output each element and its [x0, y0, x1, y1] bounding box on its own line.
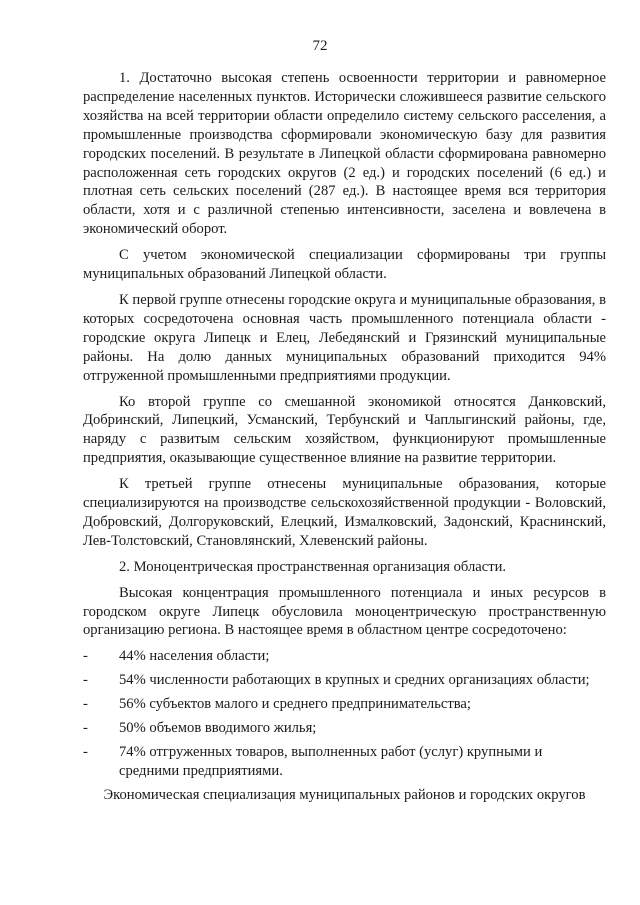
list-item [83, 743, 606, 781]
dash-marker: - [83, 720, 88, 737]
document-body [83, 69, 606, 812]
dash-marker: - [83, 744, 88, 760]
page-number: 72 [312, 38, 328, 54]
share-list [83, 647, 606, 780]
list-item [83, 671, 606, 690]
paragraph-monocentric-heading: 2. Моноцентрическая пространственная организация области. [119, 558, 507, 575]
list-item-text: 74% отгруженных товаров, выполненных работ (услуг) крупными и средними предприятиями. [119, 744, 543, 779]
paragraph-second-group: Ко второй группе со смешанной экономикой относятся Данковский, Добринский, Липецкий, Усманский, Тербунский и Чаплыгинский районы, где, наряду с развитым сельским хозяйством, функционируют промышленные предприятия, оказывающие существенное влияние на развитие территории. [83, 393, 606, 467]
paragraph-concentration: Высокая концентрация промышленного потенциала и иных ресурсов в городском округе Липецк обусловила моноцентрическую пространственную организацию региона. В настоящее время в областном центре сосредоточено: [83, 584, 606, 639]
list-item [83, 647, 606, 666]
list-item [83, 719, 606, 738]
list-item-text: 56% субъектов малого и среднего предпринимательства; [119, 696, 471, 713]
dash-marker: - [83, 696, 88, 713]
paragraph-first-group: К первой группе отнесены городские округа и муниципальные образования, в которых сосредоточена основная часть промышленного потенциала области - городские округа Липецк и Елец, Лебедянский и Грязинский муниципальные районы. На долю данных муниципальных образований приходится 94% отгруженной промышленными предприятиями продукции. [83, 291, 606, 384]
table-caption: Экономическая специализация муниципальных районов и городских округов [103, 786, 586, 803]
list-item-text: 44% населения области; [119, 648, 270, 665]
dash-marker: - [83, 648, 88, 665]
paragraph-settlement: 1. Достаточно высокая степень освоенности территории и равномерное распределение населенных пунктов. Исторически сложившееся развитие сельского хозяйства на всей территории области определило систему сельского расселения, а промышленные производства сформировали экономическую базу для развития городских поселений. В результате в Липецкой области сформирована равномерно расположенная сеть городских округов (2 ед.) и городских поселений (6 ед.) и плотная сеть сельских поселений (287 ед.). В настоящее время вся территория области, хотя и с различной степенью интенсивности, заселена и вовлечена в экономический оборот. [83, 70, 606, 238]
paragraph-third-group: К третьей группе отнесены муниципальные образования, которые специализируются на производстве сельскохозяйственной продукции - Воловский, Добровский, Долгоруковский, Елецкий, Измалковский, Задонский, Краснинский, Лев-Толстовский, Становлянский, Хлевенский районы. [83, 476, 606, 549]
list-item-text: 54% численности работающих в крупных и средних организациях области; [119, 672, 590, 689]
list-item-text: 50% объемов вводимого жилья; [119, 720, 317, 737]
paragraph-groups-intro: С учетом экономической специализации сформированы три группы муниципальных образований Липецкой области. [83, 247, 606, 283]
list-item [83, 695, 606, 714]
dash-marker: - [83, 672, 88, 689]
